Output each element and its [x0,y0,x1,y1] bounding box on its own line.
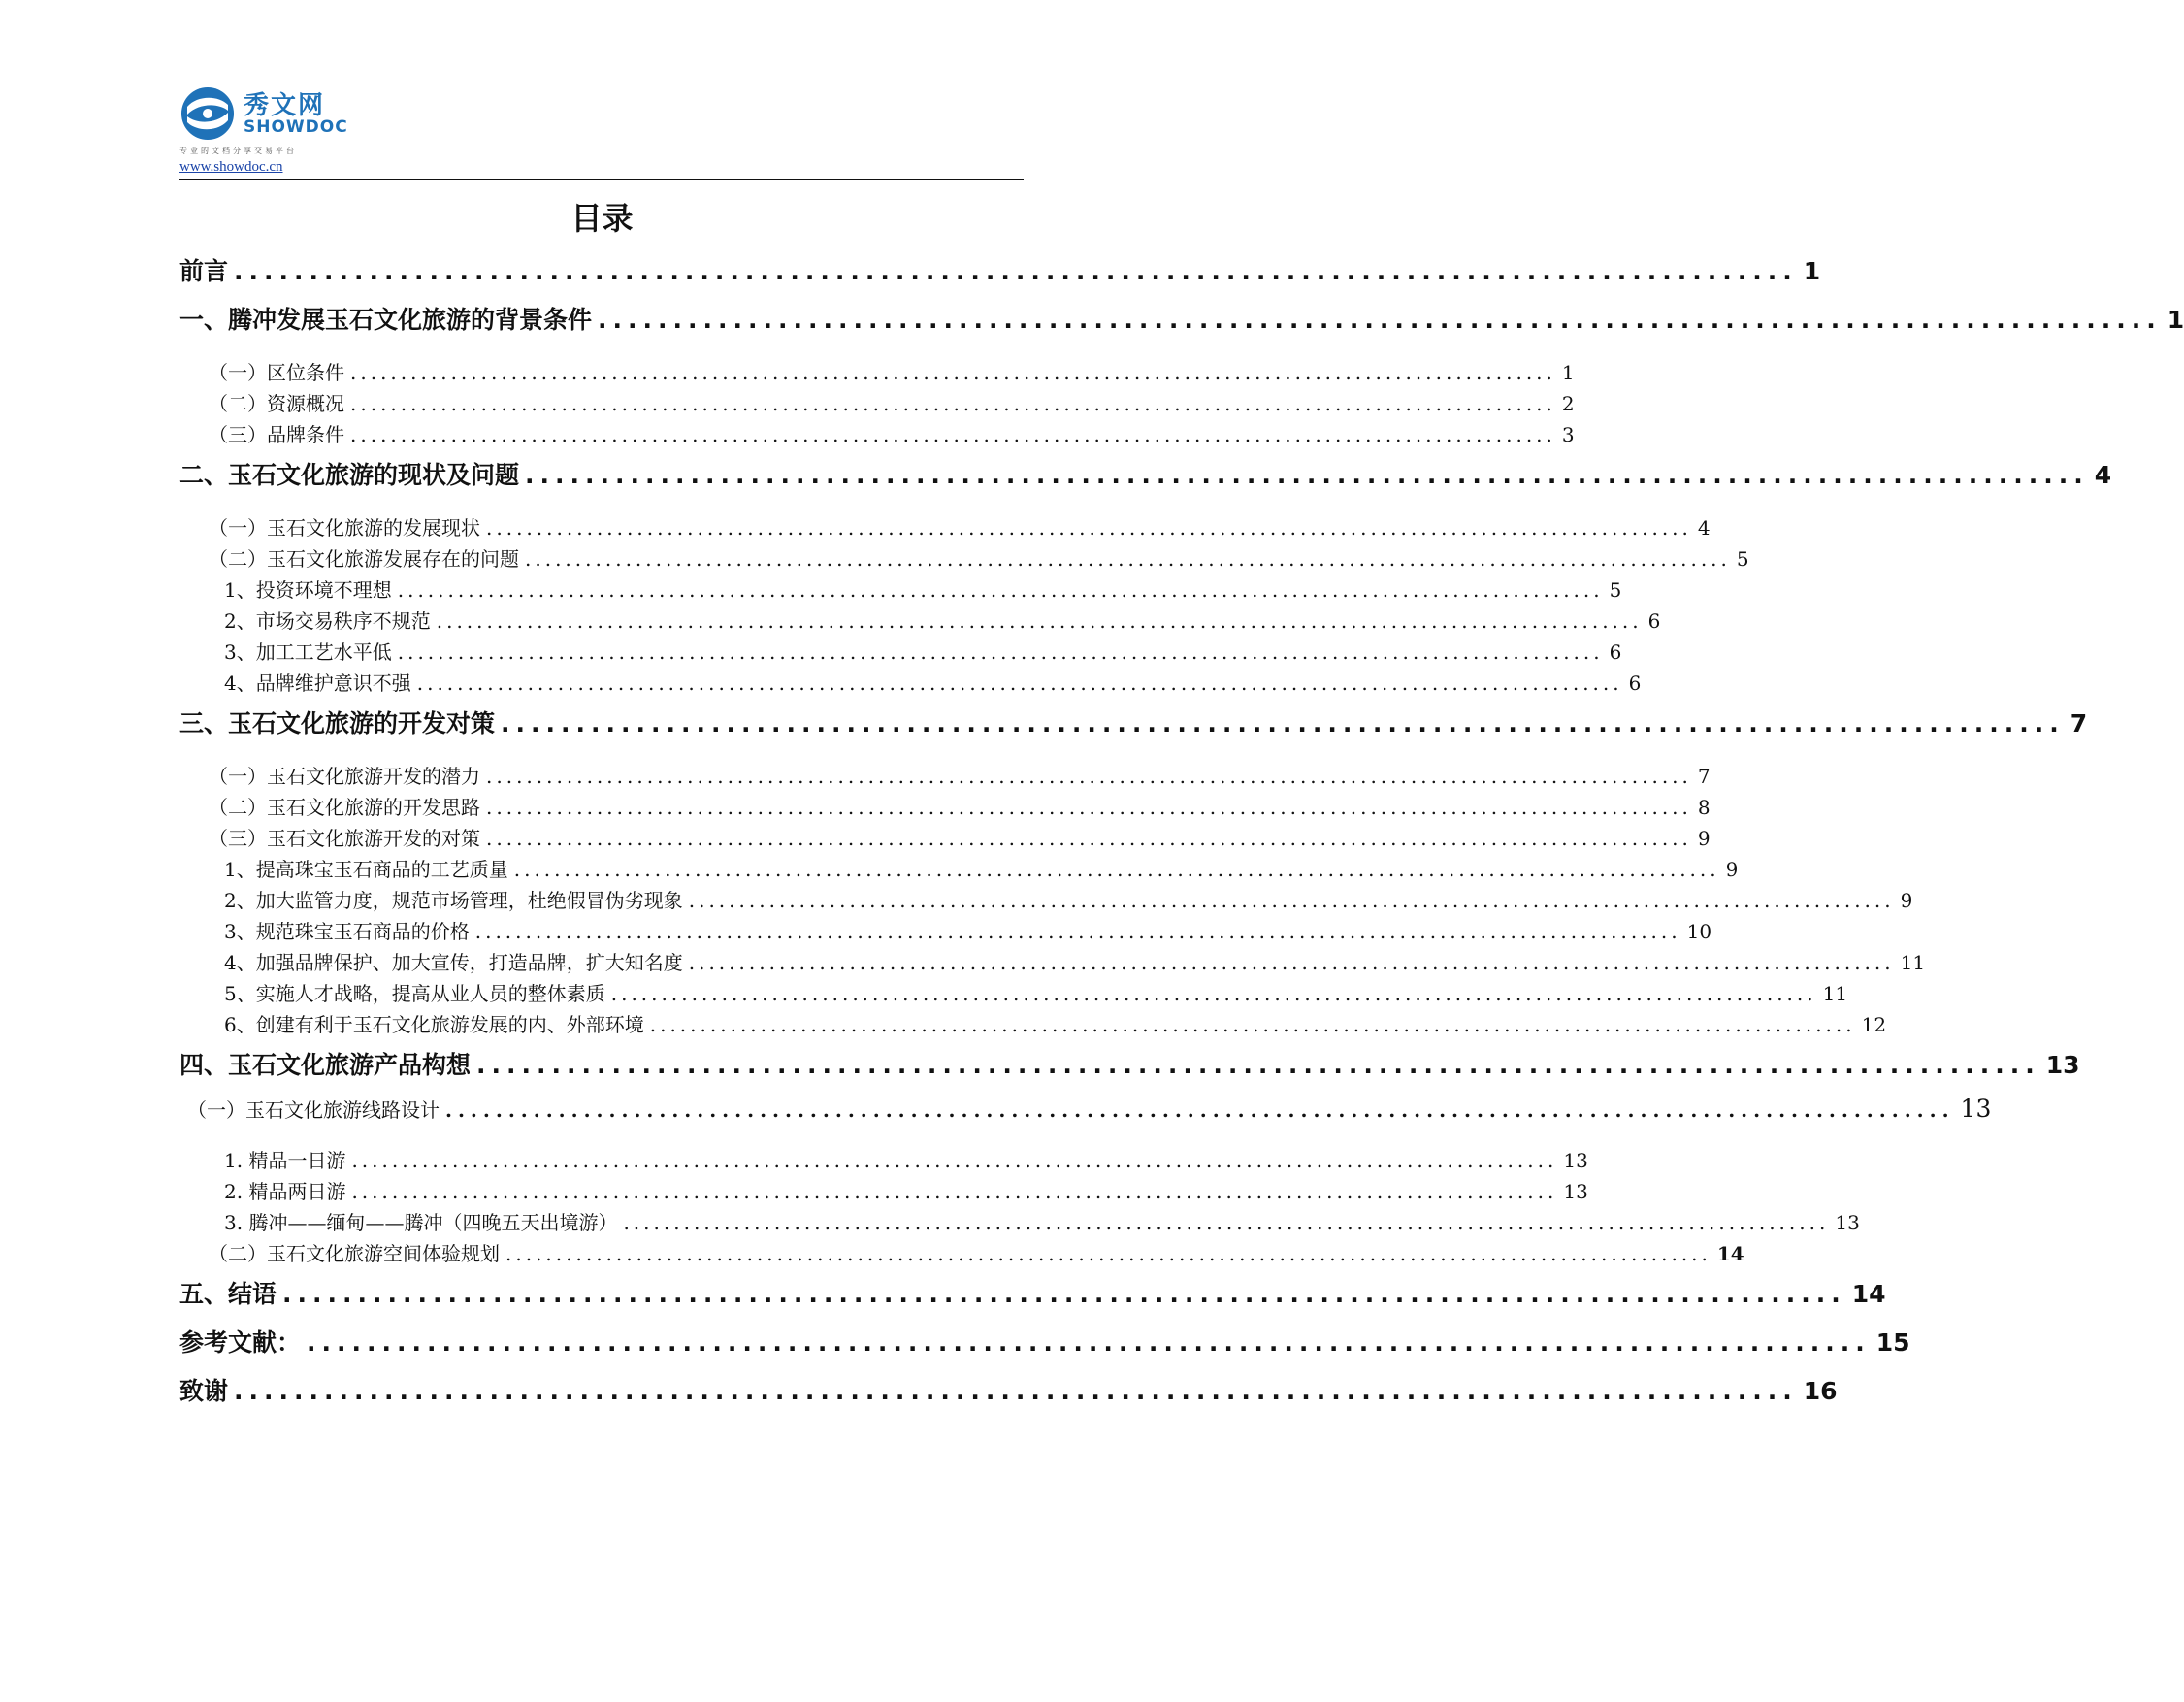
toc-entry[interactable]: （二）玉石文化旅游空间体验规划 ........................................................................................................................ 14 [209,1242,1744,1265]
toc-entry[interactable]: （一）玉石文化旅游的发展现状 ........................................................................................................................ 4 [209,516,1711,540]
toc-entry[interactable]: 一、腾冲发展玉石文化旅游的背景条件 ........................................................................................................ 1 [179,306,2184,334]
toc-entry[interactable]: （三）玉石文化旅游开发的对策 ........................................................................................................................ 9 [209,827,1711,850]
toc-entry[interactable]: （一）玉石文化旅游开发的潜力 ........................................................................................................................ 7 [209,765,1711,788]
toc-title: 目录 [570,200,634,237]
toc-entry[interactable]: （二）玉石文化旅游的开发思路 ........................................................................................................................ 8 [209,796,1711,819]
toc-entry[interactable]: 1、提高珠宝玉石商品的工艺质量 ........................................................................................................................ 9 [224,858,1739,881]
toc-entry[interactable]: 前言 ........................................................................................................ 1 [179,257,1821,285]
toc-entry[interactable]: 6、创建有利于玉石文化旅游发展的内、外部环境 ........................................................................................................................ 12 [224,1013,1887,1036]
header-divider [179,179,1024,180]
toc-entry[interactable]: （二）玉石文化旅游发展存在的问题 ........................................................................................................................ 5 [209,547,1749,571]
document-header [179,85,1024,179]
toc-entry[interactable]: 1. 精品一日游 ........................................................................................................................ 13 [224,1149,1588,1172]
toc-entry[interactable]: 3、规范珠宝玉石商品的价格 ........................................................................................................................ 10 [224,920,1712,943]
toc-entry[interactable]: 1、投资环境不理想 ........................................................................................................................ 5 [224,578,1622,602]
logo-english-text: SHOWDOC [244,117,348,137]
logo-slogan: 专业的文档分享交易平台 [179,147,297,155]
toc-entry[interactable]: （一）玉石文化旅游线路设计 ........................................................................................................................ 13 [187,1095,1992,1123]
toc-entry[interactable]: 5、实施人才战略，提高从业人员的整体素质 ........................................................................................................................ 11 [224,982,1848,1005]
site-url-link[interactable]: www.showdoc.cn [179,159,283,175]
toc-entry[interactable]: 3、加工工艺水平低 ........................................................................................................................ 6 [224,640,1622,664]
toc-entry[interactable]: 3. 腾冲——缅甸——腾冲（四晚五天出境游） ........................................................................................................................ 13 [224,1211,1860,1234]
toc-entry[interactable]: （二）资源概况 ........................................................................................................................ 2 [209,392,1575,415]
toc-entry[interactable]: 2、市场交易秩序不规范 ........................................................................................................................ 6 [224,609,1661,633]
toc-entry[interactable]: 五、结语 ........................................................................................................ 14 [179,1280,1886,1308]
toc-entry[interactable]: 2. 精品两日游 ........................................................................................................................ 13 [224,1180,1588,1203]
toc-entry[interactable]: （一）区位条件 ........................................................................................................................ 1 [209,361,1575,384]
toc-entry[interactable]: 二、玉石文化旅游的现状及问题 ........................................................................................................ 4 [179,461,2112,489]
toc-entry[interactable]: 四、玉石文化旅游产品构想 ........................................................................................................ 13 [179,1051,2080,1079]
toc-entry[interactable]: 致谢 ........................................................................................................ 16 [179,1377,1838,1405]
toc-entry[interactable]: 三、玉石文化旅游的开发对策 ........................................................................................................ 7 [179,709,2088,737]
logo-chinese-text: 秀文网 [244,91,326,120]
toc-entry[interactable]: 4、品牌维护意识不强 ........................................................................................................................ 6 [224,671,1642,695]
toc-entry[interactable]: （三）品牌条件 ........................................................................................................................ 3 [209,423,1575,446]
toc-entry[interactable]: 4、加强品牌保护、加大宣传，打造品牌，扩大知名度 ........................................................................................................................ 11 [224,951,1926,974]
toc-entry[interactable]: 2、加大监管力度，规范市场管理，杜绝假冒伪劣现象 ........................................................................................................................ 9 [224,889,1913,912]
toc-entry[interactable]: 参考文献： ........................................................................................................ 15 [179,1328,1910,1357]
showdoc-logo-icon [179,85,236,142]
